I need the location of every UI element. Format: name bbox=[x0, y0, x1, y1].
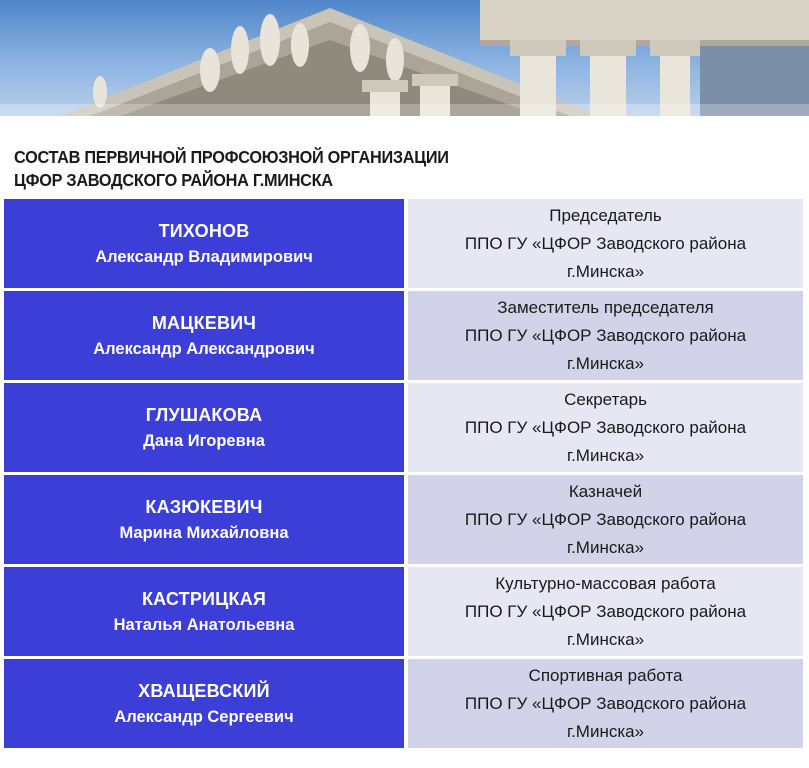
building-facade-image bbox=[0, 0, 809, 116]
member-surname: КАСТРИЦКАЯ bbox=[141, 588, 267, 609]
member-given-name: Александр Александрович bbox=[93, 339, 315, 358]
member-role: Спортивная работа bbox=[528, 665, 683, 685]
title-line-2: ЦФОР ЗАВОДСКОГО РАЙОНА Г.МИНСКА bbox=[14, 170, 333, 190]
table-row bbox=[4, 199, 803, 288]
member-name-cell bbox=[4, 659, 404, 748]
member-name-cell bbox=[4, 291, 404, 380]
member-role: Заместитель председателя bbox=[497, 297, 714, 317]
member-role-cell bbox=[408, 383, 803, 472]
member-org-line-2: г.Минска» bbox=[566, 629, 645, 649]
table-row bbox=[4, 475, 803, 564]
member-role-cell bbox=[408, 567, 803, 656]
member-given-name: Александр Сергеевич bbox=[114, 707, 294, 726]
member-org-line-2: г.Минска» bbox=[566, 261, 645, 281]
member-org-line-2: г.Минска» bbox=[566, 445, 645, 465]
member-surname: ГЛУШАКОВА bbox=[145, 404, 263, 425]
member-surname: КАЗЮКЕВИЧ bbox=[145, 496, 263, 517]
member-org-line-1: ППО ГУ «ЦФОР Заводского района bbox=[464, 417, 747, 437]
page-title bbox=[14, 146, 739, 192]
member-org-line-2: г.Минска» bbox=[566, 721, 645, 741]
member-role: Секретарь bbox=[564, 389, 647, 409]
member-name-cell bbox=[4, 475, 404, 564]
member-name-cell bbox=[4, 199, 404, 288]
members-table bbox=[4, 199, 803, 751]
member-role: Культурно-массовая работа bbox=[495, 573, 716, 593]
member-role-cell bbox=[408, 659, 803, 748]
member-org-line-2: г.Минска» bbox=[566, 537, 645, 557]
member-org-line-1: ППО ГУ «ЦФОР Заводского района bbox=[464, 693, 747, 713]
member-role-cell bbox=[408, 291, 803, 380]
member-given-name: Александр Владимирович bbox=[95, 247, 313, 266]
member-org-line-1: ППО ГУ «ЦФОР Заводского района bbox=[464, 601, 747, 621]
member-org-line-1: ППО ГУ «ЦФОР Заводского района bbox=[464, 325, 747, 345]
table-row bbox=[4, 291, 803, 380]
member-given-name: Дана Игоревна bbox=[143, 431, 265, 450]
member-role: Казначей bbox=[568, 481, 643, 501]
title-line-1: СОСТАВ ПЕРВИЧНОЙ ПРОФСОЮЗНОЙ ОРГАНИЗАЦИИ bbox=[14, 147, 449, 167]
header-banner-photo bbox=[0, 0, 809, 116]
member-role-cell bbox=[408, 475, 803, 564]
member-role: Председатель bbox=[549, 205, 662, 225]
member-org-line-2: г.Минска» bbox=[566, 353, 645, 373]
member-given-name: Марина Михайловна bbox=[119, 523, 289, 542]
member-org-line-1: ППО ГУ «ЦФОР Заводского района bbox=[464, 509, 747, 529]
table-row bbox=[4, 383, 803, 472]
member-role-cell bbox=[408, 199, 803, 288]
member-surname: ТИХОНОВ bbox=[158, 220, 250, 241]
member-org-line-1: ППО ГУ «ЦФОР Заводского района bbox=[464, 233, 747, 253]
member-name-cell bbox=[4, 567, 404, 656]
table-row bbox=[4, 567, 803, 656]
member-surname: ХВАЩЕВСКИЙ bbox=[138, 680, 270, 701]
member-given-name: Наталья Анатольевна bbox=[113, 615, 295, 634]
member-surname: МАЦКЕВИЧ bbox=[151, 312, 257, 333]
table-row bbox=[4, 659, 803, 748]
member-name-cell bbox=[4, 383, 404, 472]
